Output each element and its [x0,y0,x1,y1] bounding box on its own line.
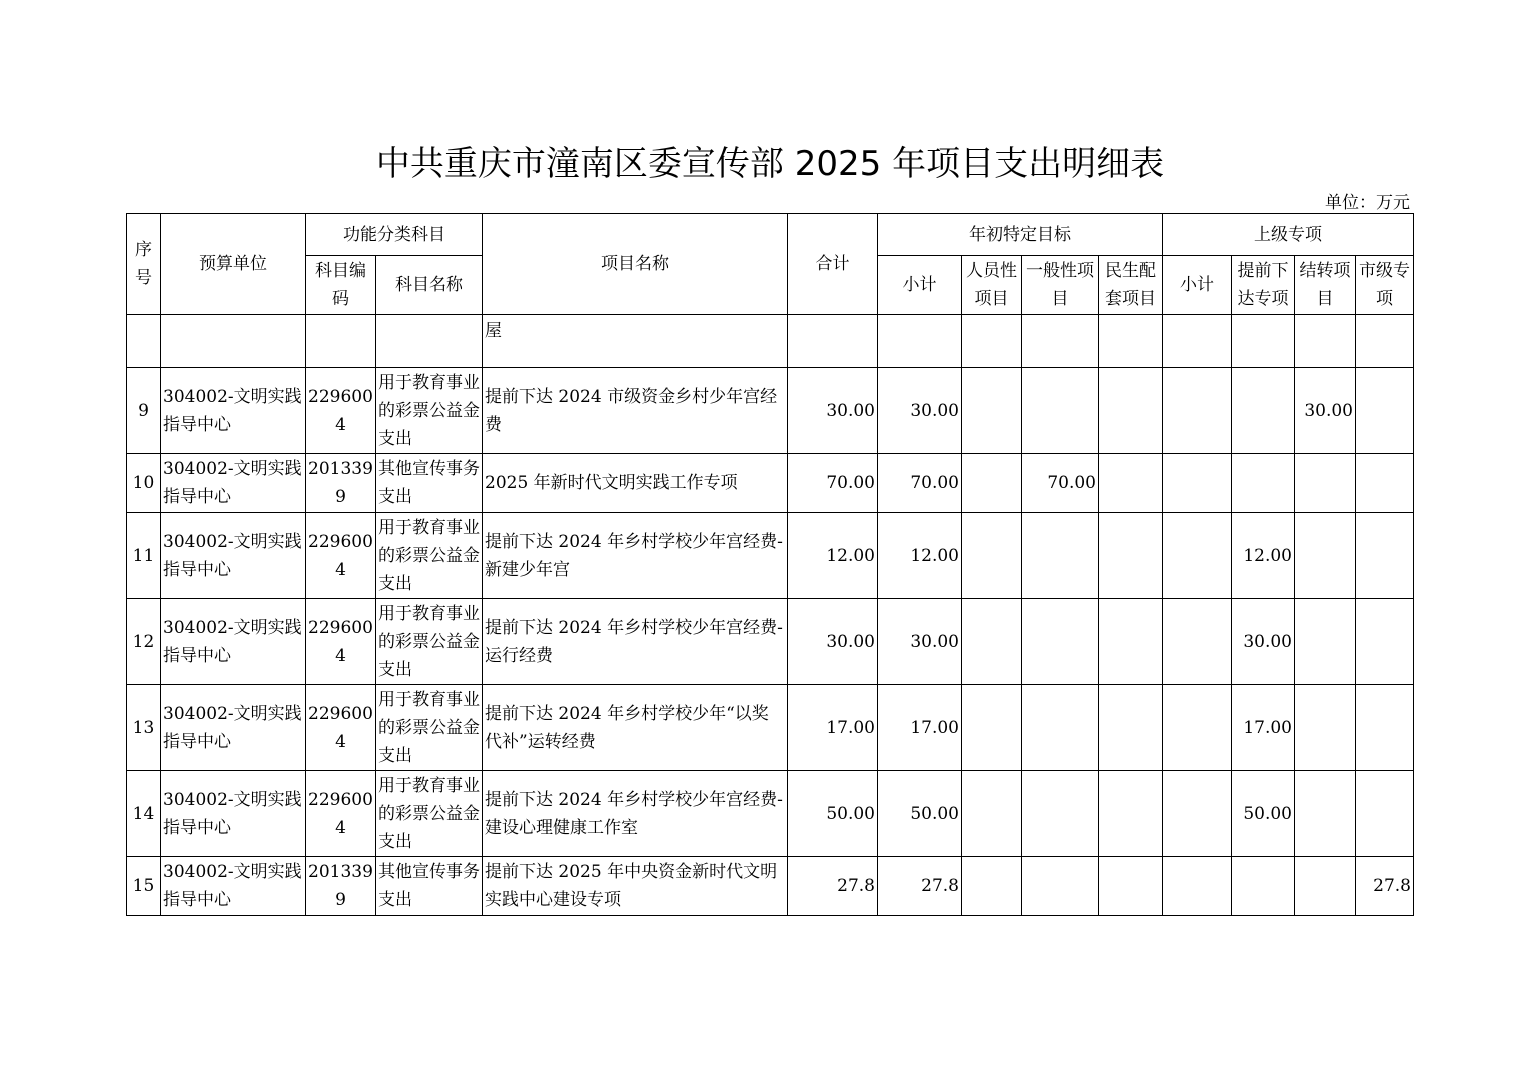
cell-sp-city [1356,685,1414,771]
cell-code: 2013399 [306,857,376,916]
cell-yt-personnel [962,368,1022,454]
cell-yt-personnel [962,513,1022,599]
cell-yt-livelihood [1099,685,1163,771]
header-yt-livelihood: 民生配套项目 [1099,256,1163,315]
cell-sp-city [1356,771,1414,857]
expenditure-table [126,213,1414,916]
cell-sp-city: 27.8 [1356,857,1414,916]
cell-total: 30.00 [788,599,878,685]
table-row-partial [127,315,1414,368]
header-sp-advance: 提前下达专项 [1232,256,1295,315]
cell-subject: 其他宣传事务支出 [376,454,483,513]
cell-yt-general [1022,771,1099,857]
cell-sp-subtotal [1163,857,1232,916]
table-row [127,599,1414,685]
header-yt-personnel: 人员性项目 [962,256,1022,315]
cell-total: 12.00 [788,513,878,599]
header-superior: 上级专项 [1163,214,1414,256]
cell-yt-livelihood [1099,454,1163,513]
cell-code: 2296004 [306,599,376,685]
cell-sp-advance: 17.00 [1232,685,1295,771]
page-title: 中共重庆市潼南区委宣传部 2025 年项目支出明细表 [375,144,1165,184]
cell-sp-advance: 12.00 [1232,513,1295,599]
cell-yt-general [1022,368,1099,454]
header-yt-subtotal: 小计 [878,256,962,315]
header-sp-city: 市级专项 [1356,256,1414,315]
table-row [127,857,1414,916]
cell-yt-livelihood [1099,599,1163,685]
cell-yt-subtotal: 17.00 [878,685,962,771]
header-seq: 序号 [127,214,161,315]
table-row [127,454,1414,513]
cell-project: 提前下达 2025 年中央资金新时代文明实践中心建设专项 [483,857,788,916]
cell-yt-general [1022,599,1099,685]
cell-seq: 13 [127,685,161,771]
cell-project: 提前下达 2024 年乡村学校少年宫经费-建设心理健康工作室 [483,771,788,857]
cell-sp-carryover [1295,599,1356,685]
cell-sp-advance: 50.00 [1232,771,1295,857]
table-row [127,368,1414,454]
cell-seq: 14 [127,771,161,857]
cell-unit: 304002-文明实践指导中心 [161,685,306,771]
header-year-target: 年初特定目标 [878,214,1163,256]
cell-sp-carryover [1295,685,1356,771]
cell-code: 2296004 [306,771,376,857]
cell-unit: 304002-文明实践指导中心 [161,857,306,916]
cell-project: 提前下达 2024 市级资金乡村少年宫经费 [483,368,788,454]
cell-yt-general [1022,513,1099,599]
cell-yt-personnel [962,454,1022,513]
cell-sp-carryover [1295,454,1356,513]
cell-yt-personnel [962,771,1022,857]
cell-project: 2025 年新时代文明实践工作专项 [483,454,788,513]
table-row [127,685,1414,771]
header-yt-general: 一般性项目 [1022,256,1099,315]
header-subject-code: 科目编码 [306,256,376,315]
cell-yt-personnel [962,599,1022,685]
header-row-1 [127,214,1414,256]
cell-yt-livelihood [1099,368,1163,454]
cell-sp-subtotal [1163,599,1232,685]
cell-sp-advance [1232,454,1295,513]
header-budget-unit: 预算单位 [161,214,306,315]
cell-project: 屋 [483,315,788,368]
cell-unit: 304002-文明实践指导中心 [161,513,306,599]
header-func-class: 功能分类科目 [306,214,483,256]
cell-subject: 其他宣传事务支出 [376,857,483,916]
header-project-name: 项目名称 [483,214,788,315]
cell-yt-livelihood [1099,771,1163,857]
cell-sp-subtotal [1163,454,1232,513]
cell-total: 30.00 [788,368,878,454]
cell-project: 提前下达 2024 年乡村学校少年宫经费-新建少年宫 [483,513,788,599]
cell-sp-city [1356,368,1414,454]
cell-unit: 304002-文明实践指导中心 [161,771,306,857]
header-sp-carryover: 结转项目 [1295,256,1356,315]
cell-sp-subtotal [1163,513,1232,599]
cell-sp-advance: 30.00 [1232,599,1295,685]
cell-subject: 用于教育事业的彩票公益金支出 [376,599,483,685]
cell-code: 2296004 [306,685,376,771]
cell-code: 2013399 [306,454,376,513]
cell-subject: 用于教育事业的彩票公益金支出 [376,368,483,454]
cell-subject: 用于教育事业的彩票公益金支出 [376,771,483,857]
cell-project: 提前下达 2024 年乡村学校少年宫经费-运行经费 [483,599,788,685]
cell-total: 50.00 [788,771,878,857]
cell-seq: 10 [127,454,161,513]
header-sp-subtotal: 小计 [1163,256,1232,315]
cell-yt-subtotal: 12.00 [878,513,962,599]
cell-seq: 11 [127,513,161,599]
cell-sp-carryover: 30.00 [1295,368,1356,454]
cell-seq: 12 [127,599,161,685]
cell-sp-subtotal [1163,368,1232,454]
cell-sp-carryover [1295,857,1356,916]
cell-sp-carryover [1295,771,1356,857]
header-subject-name: 科目名称 [376,256,483,315]
cell-sp-city [1356,599,1414,685]
table-row [127,771,1414,857]
table-row [127,513,1414,599]
unit-label: 单位：万元 [1325,193,1410,213]
cell-project: 提前下达 2024 年乡村学校少年“以奖代补”运转经费 [483,685,788,771]
cell-sp-city [1356,513,1414,599]
cell-yt-personnel [962,685,1022,771]
cell-unit: 304002-文明实践指导中心 [161,599,306,685]
cell-subject: 用于教育事业的彩票公益金支出 [376,513,483,599]
cell-unit: 304002-文明实践指导中心 [161,368,306,454]
cell-yt-subtotal: 70.00 [878,454,962,513]
header-total: 合计 [788,214,878,315]
cell-yt-livelihood [1099,857,1163,916]
cell-yt-general [1022,685,1099,771]
cell-yt-subtotal: 30.00 [878,599,962,685]
cell-yt-livelihood [1099,513,1163,599]
cell-yt-general: 70.00 [1022,454,1099,513]
cell-yt-personnel [962,857,1022,916]
cell-code: 2296004 [306,368,376,454]
cell-yt-subtotal: 30.00 [878,368,962,454]
cell-yt-general [1022,857,1099,916]
cell-sp-subtotal [1163,771,1232,857]
cell-yt-subtotal: 50.00 [878,771,962,857]
cell-seq: 15 [127,857,161,916]
cell-sp-advance [1232,368,1295,454]
cell-unit: 304002-文明实践指导中心 [161,454,306,513]
cell-yt-subtotal: 27.8 [878,857,962,916]
cell-code: 2296004 [306,513,376,599]
cell-subject: 用于教育事业的彩票公益金支出 [376,685,483,771]
cell-total: 70.00 [788,454,878,513]
cell-sp-carryover [1295,513,1356,599]
cell-sp-subtotal [1163,685,1232,771]
cell-sp-advance [1232,857,1295,916]
cell-sp-city [1356,454,1414,513]
cell-total: 27.8 [788,857,878,916]
cell-total: 17.00 [788,685,878,771]
cell-seq: 9 [127,368,161,454]
